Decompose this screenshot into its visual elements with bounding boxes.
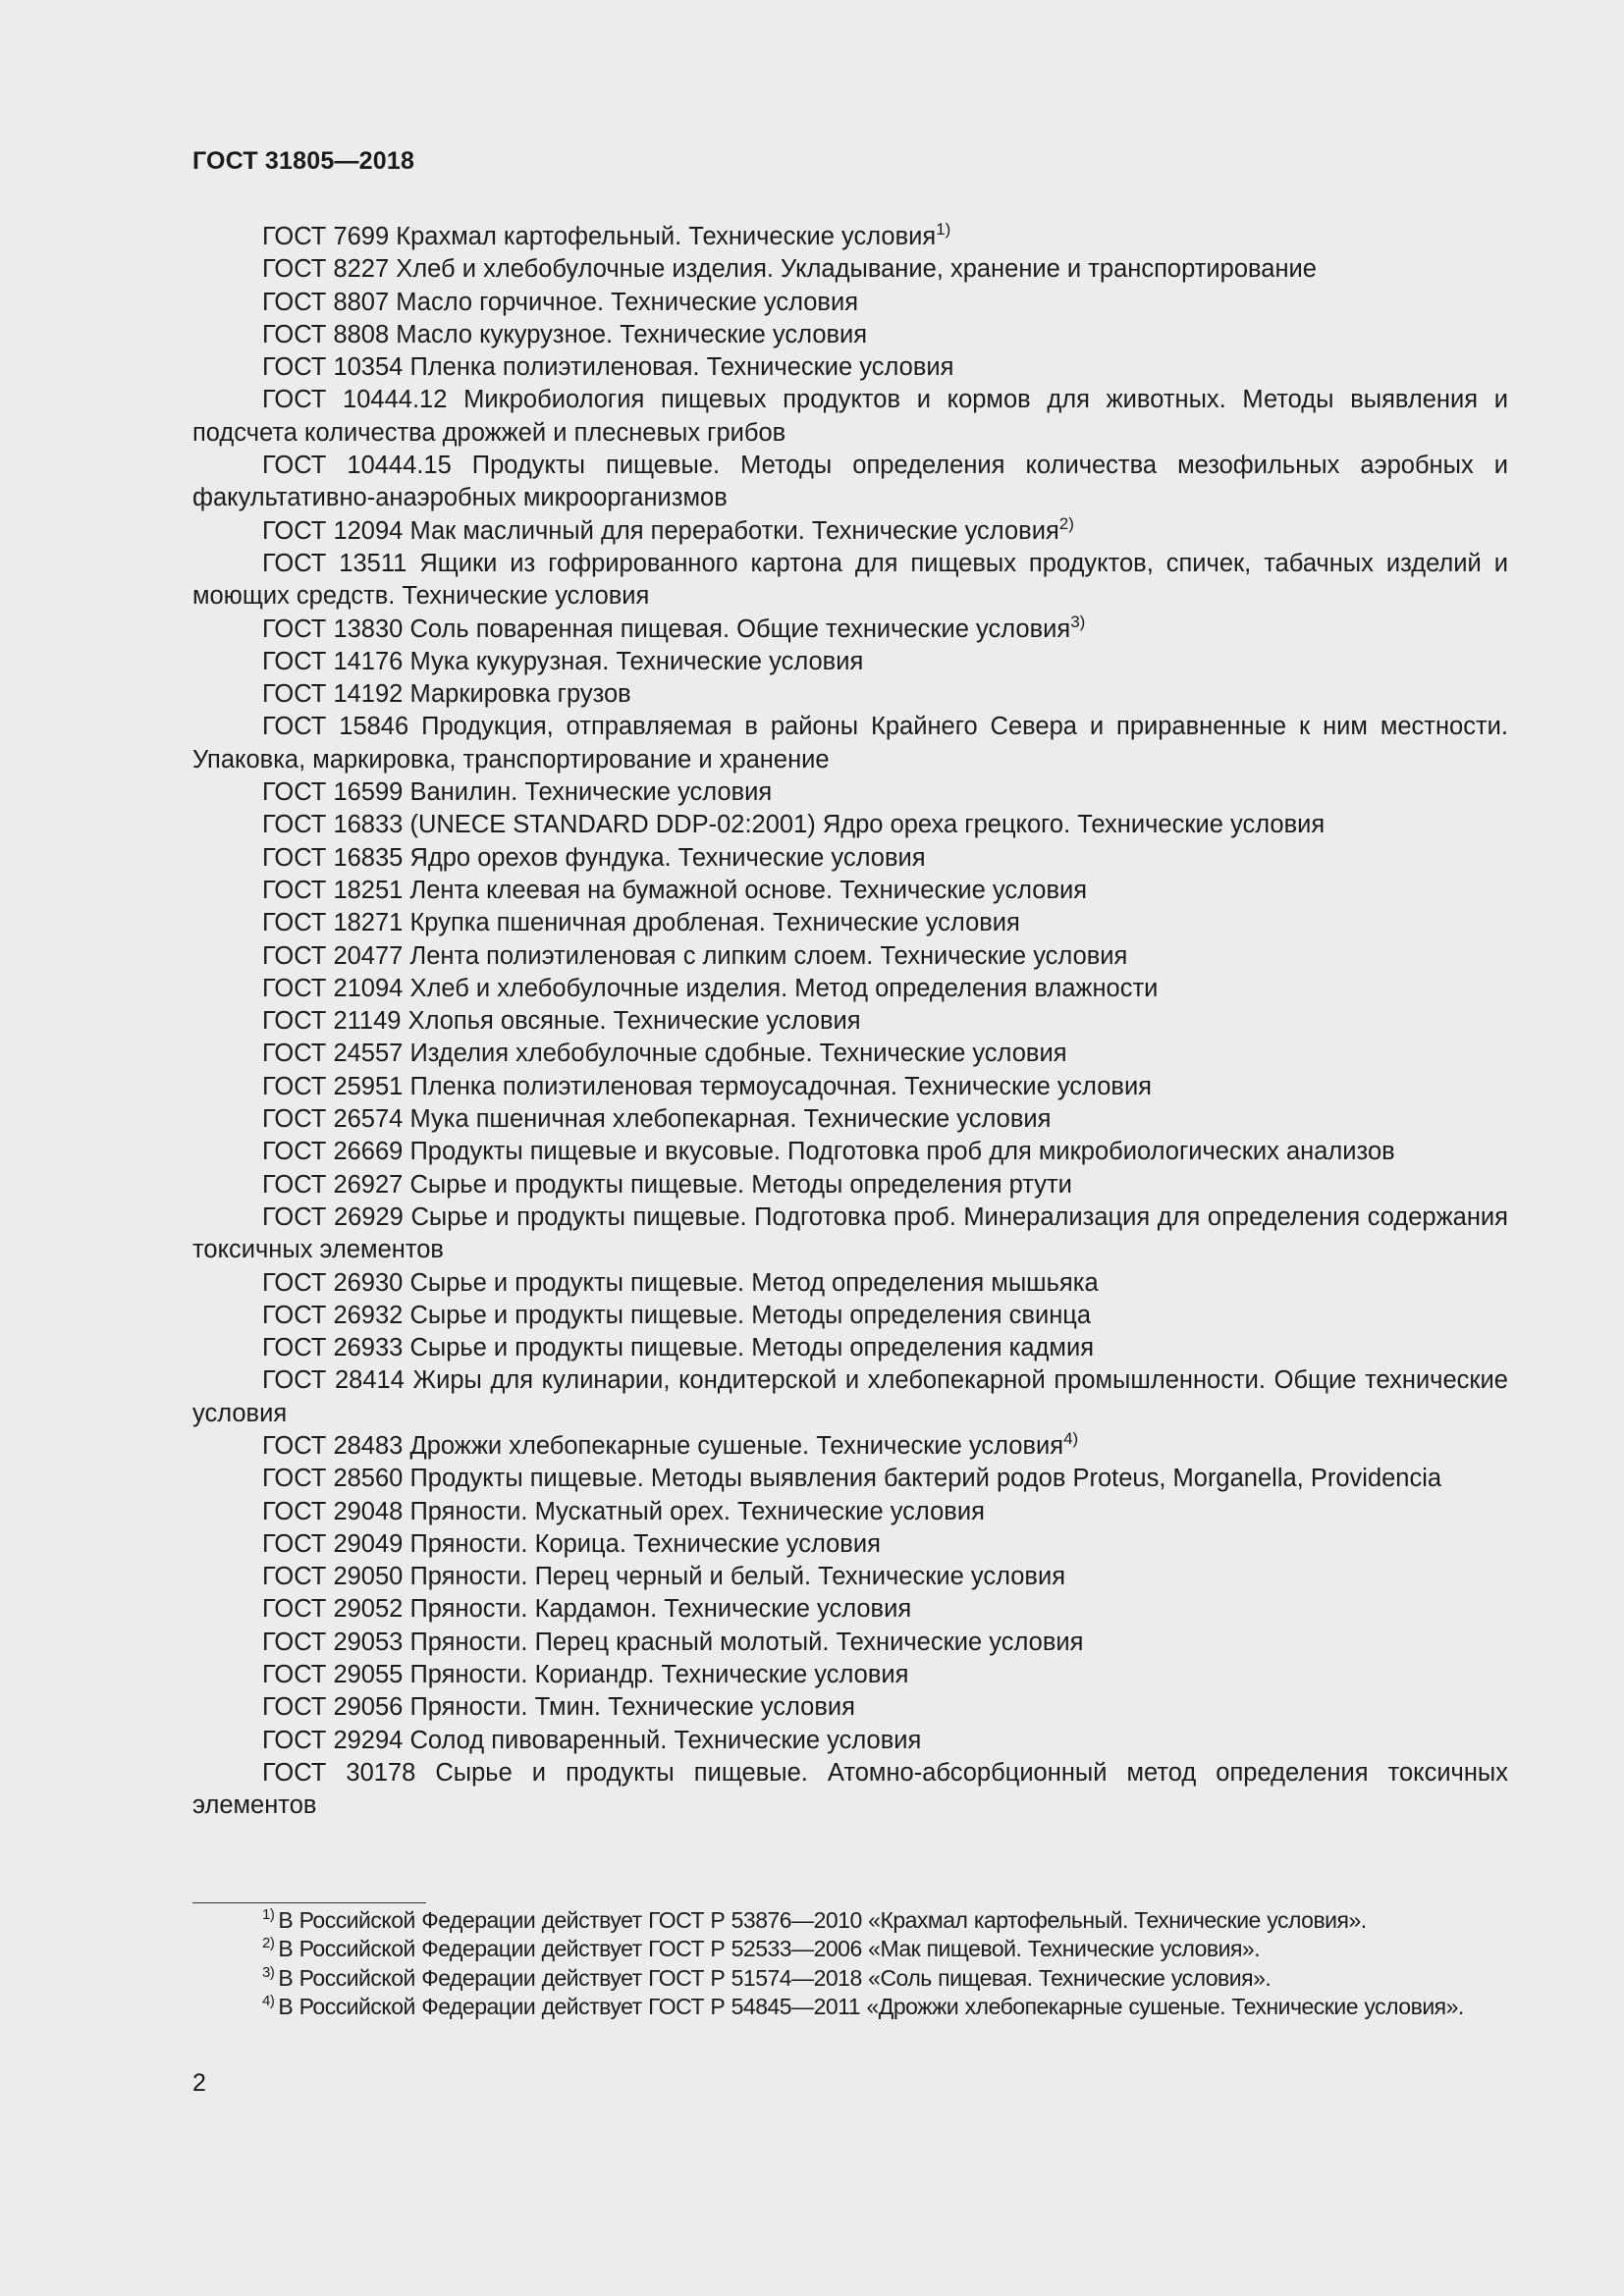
reference-title: Сырье и продукты пищевые. Методы определения кадмия [409, 1334, 1095, 1362]
reference-code: ГОСТ 29052 [262, 1595, 404, 1624]
footnote-text: В Российской Федерации действует ГОСТ Р 54845—2011 «Дрожжи хлебопекарные сушеные. Технические условия». [278, 1993, 1464, 2019]
reference-item [192, 809, 1508, 841]
reference-code: ГОСТ 30178 [262, 1758, 416, 1787]
reference-title: Мука пшеничная хлебопекарная. Технические условия [409, 1105, 1052, 1134]
reference-title: Ванилин. Технические условия [409, 778, 773, 807]
reference-item [192, 875, 1508, 907]
reference-code: ГОСТ 8808 [262, 320, 390, 348]
reference-code: ГОСТ 25951 [262, 1072, 404, 1100]
reference-item [192, 1496, 1508, 1528]
reference-title: Изделия хлебобулочные сдобные. Технические условия [409, 1040, 1067, 1068]
reference-code: ГОСТ 15846 [262, 713, 409, 741]
reference-item [192, 776, 1508, 809]
reference-item [192, 253, 1508, 286]
reference-title: Ядро орехов фундука. Технические условия [409, 843, 926, 872]
reference-item [192, 1169, 1508, 1201]
reference-title: Хлеб и хлебобулочные изделия. Укладывание, хранение и транспортирование [396, 255, 1317, 284]
reference-title: Сырье и продукты пищевые. Метод определения мышьяка [409, 1268, 1099, 1297]
reference-item [192, 1463, 1508, 1495]
reference-item [192, 614, 1508, 646]
reference-item [192, 842, 1508, 875]
footnote-separator [192, 1902, 426, 1903]
reference-item [192, 973, 1508, 1005]
reference-item [192, 1364, 1508, 1430]
reference-title: Масло кукурузное. Технические условия [396, 320, 868, 348]
reference-title: Ящики из гофрированного картона для пищевых продуктов, спичек, табачных изделий и моющих средств. Технические условия [192, 549, 1508, 611]
reference-title: Пряности. Корица. Технические условия [409, 1529, 881, 1558]
reference-item [192, 1725, 1508, 1757]
reference-code: ГОСТ 8807 [262, 288, 390, 316]
reference-title: Солод пивоваренный. Технические условия [409, 1726, 922, 1754]
reference-item [192, 1561, 1508, 1593]
reference-code: ГОСТ 21149 [262, 1007, 402, 1036]
footnote-marker: 1) [936, 220, 951, 239]
reference-item [192, 678, 1508, 711]
reference-item [192, 450, 1508, 515]
reference-code: ГОСТ 18271 [262, 909, 404, 937]
reference-code: ГОСТ 29056 [262, 1693, 404, 1722]
footnote-mark: 3) [262, 1963, 275, 1981]
reference-item [192, 711, 1508, 776]
reference-code: ГОСТ 29048 [262, 1497, 404, 1525]
footnote-mark: 4) [262, 1992, 275, 2009]
reference-code: ГОСТ 10354 [262, 353, 404, 382]
reference-item [192, 319, 1508, 351]
reference-item [192, 1201, 1508, 1267]
reference-title: Пленка полиэтиленовая термоусадочная. Технические условия [409, 1072, 1152, 1100]
reference-title: Сырье и продукты пищевые. Подготовка проб. Минерализация для определения содержания токсичных элементов [192, 1202, 1508, 1264]
reference-item [192, 1627, 1508, 1659]
reference-code: ГОСТ 14192 [262, 680, 404, 709]
reference-item [192, 1528, 1508, 1561]
reference-title: Пряности. Мускатный орех. Технические условия [409, 1497, 985, 1525]
reference-item [192, 646, 1508, 678]
reference-code: ГОСТ 12094 [262, 516, 404, 545]
reference-item [192, 1593, 1508, 1626]
footnote-mark: 2) [262, 1935, 275, 1952]
reference-item [192, 287, 1508, 319]
reference-title: Хлеб и хлебобулочные изделия. Метод определения влажности [409, 974, 1159, 1002]
reference-title: Пленка полиэтиленовая. Технические условия [409, 353, 954, 382]
reference-title: Сырье и продукты пищевые. Методы определения ртути [409, 1170, 1072, 1199]
document-header: ГОСТ 31805—2018 [192, 147, 415, 175]
reference-item [192, 1430, 1508, 1463]
footnote-item [192, 1964, 1508, 1993]
reference-item [192, 1757, 1508, 1823]
reference-code: ГОСТ 29050 [262, 1563, 404, 1591]
footnote-mark: 1) [262, 1906, 275, 1923]
reference-code: ГОСТ 26927 [262, 1170, 404, 1199]
reference-code: ГОСТ 20477 [262, 941, 404, 970]
reference-code: ГОСТ 28483 [262, 1431, 404, 1460]
reference-item [192, 1659, 1508, 1691]
reference-code: ГОСТ 16833 [262, 811, 404, 839]
reference-code: ГОСТ 8227 [262, 255, 390, 284]
footnote-marker: 2) [1058, 513, 1074, 533]
footnotes-list [192, 1906, 1508, 2021]
reference-code: ГОСТ 26574 [262, 1105, 404, 1134]
reference-title: Жиры для кулинарии, кондитерской и хлебопекарной промышленности. Общие технические условия [192, 1366, 1508, 1427]
footnote-item [192, 1993, 1508, 2021]
reference-title: Пряности. Перец черный и белый. Технические условия [409, 1563, 1066, 1591]
reference-code: ГОСТ 28560 [262, 1465, 404, 1493]
reference-code: ГОСТ 24557 [262, 1040, 404, 1068]
normative-references-list [192, 221, 1508, 1823]
reference-item [192, 1300, 1508, 1332]
reference-title: Продукция, отправляемая в районы Крайнего Севера и приравненные к ним местности. Упаковка, маркировка, транспортирование и хранение [192, 713, 1509, 774]
reference-code: ГОСТ 7699 [262, 223, 390, 250]
reference-code: ГОСТ 14176 [262, 647, 404, 675]
reference-item [192, 1267, 1508, 1300]
reference-code: ГОСТ 26932 [262, 1301, 404, 1329]
reference-code: ГОСТ 13830 [262, 614, 404, 643]
reference-code: ГОСТ 26929 [262, 1202, 404, 1231]
reference-title: (UNECE STANDARD DDP-02:2001) Ядро ореха грецкого. Технические условия [409, 811, 1326, 839]
footnote-item [192, 1935, 1508, 1963]
page-number: 2 [192, 2069, 206, 2097]
reference-title: Соль поваренная пищевая. Общие технические условия [409, 614, 1071, 643]
reference-code: ГОСТ 13511 [262, 549, 407, 577]
reference-code: ГОСТ 29049 [262, 1529, 404, 1558]
reference-code: ГОСТ 10444.12 [262, 386, 448, 414]
reference-title: Пряности. Кардамон. Технические условия [409, 1595, 912, 1624]
reference-title: Микробиология пищевых продуктов и кормов для животных. Методы выявления и подсчета количества дрожжей и плесневых грибов [192, 386, 1508, 447]
reference-code: ГОСТ 10444.15 [262, 452, 452, 480]
reference-item [192, 1103, 1508, 1136]
reference-title: Сырье и продукты пищевые. Атомно-абсорбционный метод определения токсичных элементов [192, 1758, 1509, 1820]
reference-title: Продукты пищевые и вкусовые. Подготовка проб для микробиологических анализов [409, 1138, 1395, 1166]
reference-item [192, 221, 1508, 253]
reference-code: ГОСТ 28414 [262, 1366, 405, 1395]
reference-title: Сырье и продукты пищевые. Методы определения свинца [409, 1301, 1092, 1329]
footnote-marker: 4) [1063, 1428, 1079, 1448]
reference-code: ГОСТ 16599 [262, 778, 404, 807]
reference-item [192, 384, 1508, 450]
reference-code: ГОСТ 29294 [262, 1726, 404, 1754]
reference-title: Крахмал картофельный. Технические условия [396, 223, 937, 250]
reference-code: ГОСТ 21094 [262, 974, 404, 1002]
reference-title: Продукты пищевые. Методы определения количества мезофильных аэробных и факультативно-анаэробных микроорганизмов [192, 452, 1508, 512]
reference-title: Масло горчичное. Технические условия [396, 288, 859, 316]
reference-code: ГОСТ 26933 [262, 1334, 404, 1362]
reference-title: Хлопья овсяные. Технические условия [407, 1007, 861, 1036]
reference-title: Лента полиэтиленовая с липким слоем. Технические условия [409, 941, 1128, 970]
reference-title: Пряности. Кориандр. Технические условия [409, 1661, 909, 1689]
reference-code: ГОСТ 16835 [262, 843, 404, 872]
reference-item [192, 1038, 1508, 1070]
reference-item [192, 1071, 1508, 1103]
reference-title: Пряности. Тмин. Технические условия [409, 1693, 855, 1722]
reference-code: ГОСТ 29053 [262, 1628, 404, 1656]
footnote-text: В Российской Федерации действует ГОСТ Р 51574—2018 «Соль пищевая. Технические условия». [278, 1964, 1272, 1991]
reference-title: Дрожжи хлебопекарные сушеные. Технические условия [409, 1431, 1064, 1460]
footnote-item [192, 1906, 1508, 1935]
reference-item [192, 1691, 1508, 1724]
reference-item [192, 907, 1508, 939]
reference-item [192, 1136, 1508, 1168]
reference-item [192, 351, 1508, 384]
reference-item [192, 515, 1508, 548]
footnote-text: В Российской Федерации действует ГОСТ Р 53876—2010 «Крахмал картофельный. Технические условия». [278, 1907, 1367, 1933]
reference-code: ГОСТ 29055 [262, 1661, 404, 1689]
reference-title: Пряности. Перец красный молотый. Технические условия [409, 1628, 1084, 1656]
footnote-text: В Российской Федерации действует ГОСТ Р 52533—2006 «Мак пищевой. Технические условия». [278, 1936, 1261, 1962]
reference-code: ГОСТ 26930 [262, 1268, 404, 1297]
reference-item [192, 1332, 1508, 1364]
reference-title: Лента клеевая на бумажной основе. Технические условия [409, 876, 1088, 904]
reference-item [192, 940, 1508, 973]
reference-title: Продукты пищевые. Методы выявления бактерий родов Proteus, Morganella, Providencia [409, 1465, 1442, 1493]
reference-title: Маркировка грузов [409, 680, 631, 709]
reference-code: ГОСТ 18251 [262, 876, 404, 904]
reference-title: Мак масличный для переработки. Технические условия [409, 516, 1059, 545]
reference-title: Крупка пшеничная дробленая. Технические условия [409, 909, 1020, 937]
reference-item [192, 548, 1508, 614]
reference-code: ГОСТ 26669 [262, 1138, 404, 1166]
footnote-marker: 3) [1070, 612, 1086, 631]
reference-title: Мука кукурузная. Технические условия [409, 647, 864, 675]
reference-item [192, 1005, 1508, 1038]
